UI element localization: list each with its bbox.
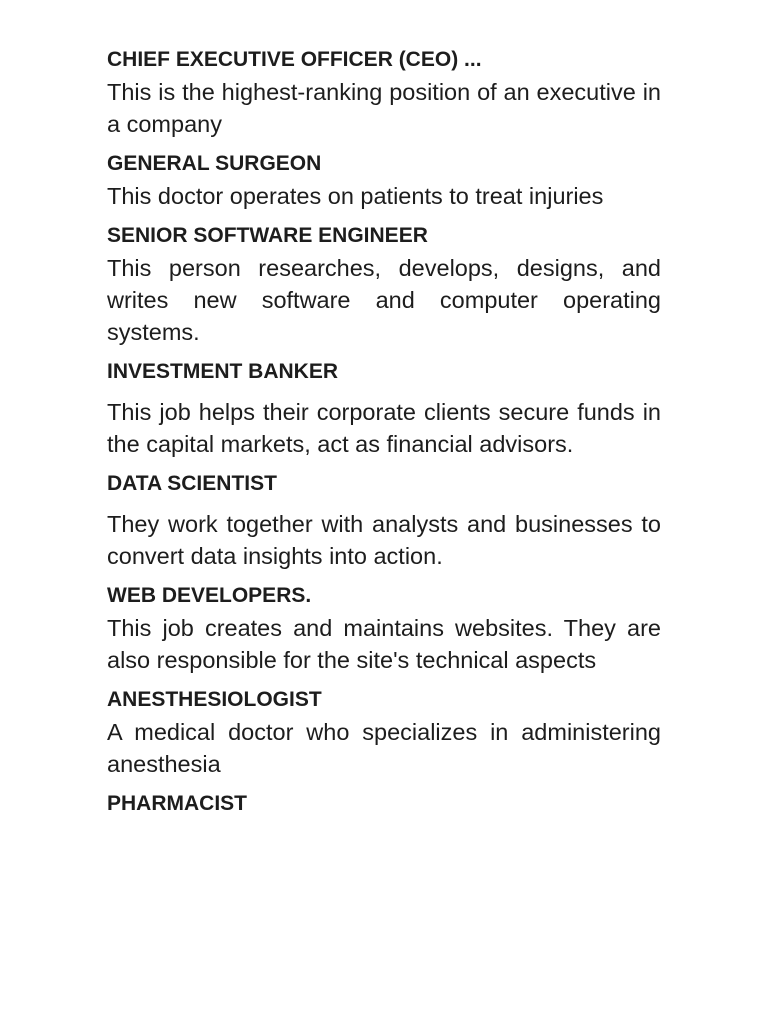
entry-data-scientist	[107, 468, 661, 572]
entry-description: This doctor operates on patients to treat injuries	[107, 183, 604, 209]
entry-description: This person researches, develops, designs, and writes new software and computer operating systems.	[107, 255, 661, 345]
entry-title: SENIOR SOFTWARE ENGINEER	[107, 224, 428, 247]
entry-description: They work together with analysts and businesses to convert data insights into action.	[107, 511, 661, 569]
entry-investment-banker	[107, 356, 661, 460]
entry-title: DATA SCIENTIST	[107, 472, 277, 495]
entry-senior-software-engineer	[107, 220, 661, 348]
entry-title: PHARMACIST	[107, 792, 247, 815]
entry-ceo	[107, 44, 661, 140]
job-descriptions-document	[107, 44, 661, 820]
entry-general-surgeon	[107, 148, 661, 212]
entry-anesthesiologist	[107, 684, 661, 780]
entry-title: ANESTHESIOLOGIST	[107, 688, 322, 711]
entry-title: INVESTMENT BANKER	[107, 360, 339, 383]
entry-description: This job helps their corporate clients secure funds in the capital markets, act as financial advisors.	[107, 399, 661, 457]
entry-description: This is the highest-ranking position of an executive in a company	[107, 79, 661, 137]
entry-description: This job creates and maintains websites. They are also responsible for the site's technical aspects	[107, 615, 661, 673]
entry-title: GENERAL SURGEON	[107, 152, 322, 175]
entry-description: A medical doctor who specializes in administering anesthesia	[107, 719, 661, 777]
entry-pharmacist	[107, 788, 661, 820]
entry-title: WEB DEVELOPERS.	[107, 584, 312, 607]
entry-title: CHIEF EXECUTIVE OFFICER (CEO) ...	[107, 48, 482, 71]
entry-web-developers	[107, 580, 661, 676]
